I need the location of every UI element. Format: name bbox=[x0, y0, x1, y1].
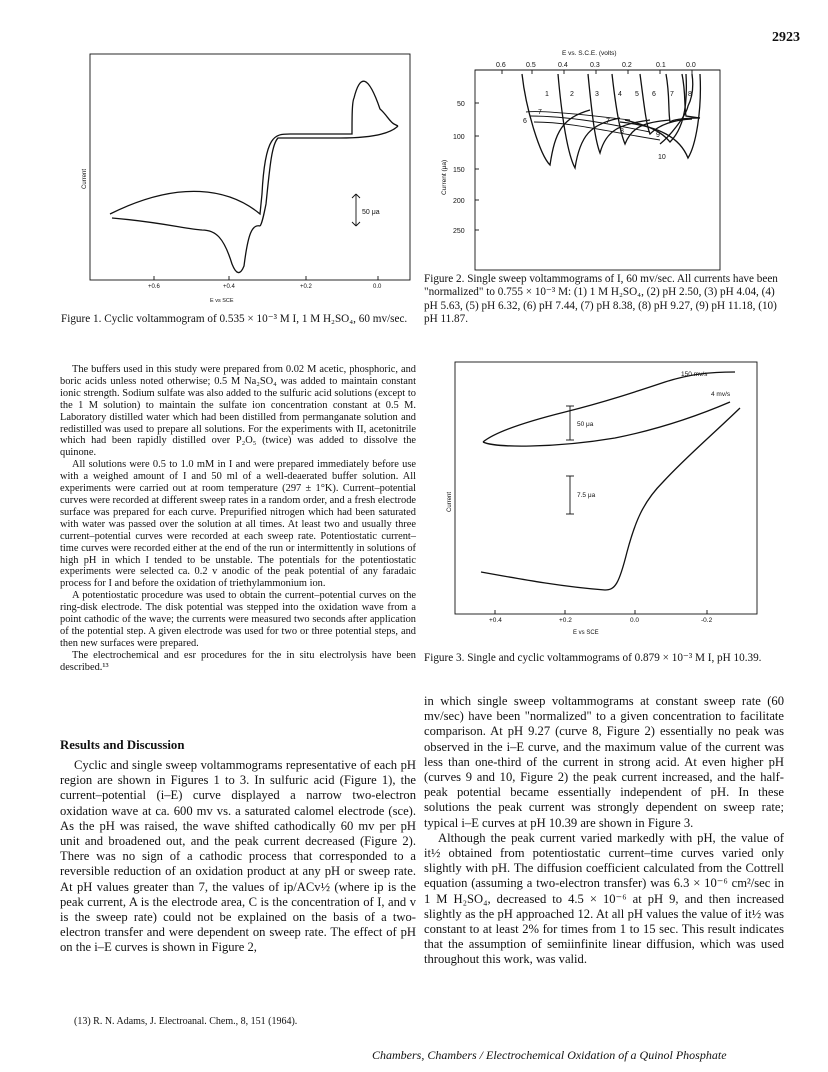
figure-2-xtick-3: 0.3 bbox=[590, 62, 600, 69]
section-heading: Results and Discussion bbox=[60, 738, 185, 752]
figure-2-label-8b: 8 bbox=[620, 128, 624, 135]
figure-3-label-4: 4 mv/s bbox=[711, 391, 731, 398]
figure-2-frame bbox=[475, 70, 720, 270]
figure-1-xtick-2: +0.2 bbox=[300, 284, 312, 290]
page-number: 2923 bbox=[772, 30, 800, 45]
running-footer: Chambers, Chambers / Electrochemical Oxidation of a Quinol Phosphate bbox=[372, 1048, 727, 1062]
figure-2-label-4: 4 bbox=[618, 91, 622, 98]
figure-3-caption: Figure 3. Single and cyclic voltammograms of 0.879 × 10⁻³ M I, pH 10.39. bbox=[424, 652, 762, 664]
figure-3-frame bbox=[455, 362, 757, 614]
paragraph-buffers: The buffers used in this study were prepared from 0.02 M acetic, phosphoric, and boric acids unless noted otherwise; 0.5 M Na₂SO₄ was added to maintain constant ionic strength. Sodium sulfate was also added to the sulfuric acid solutions (except to the 1 M solution) to maintain the sulfate ion concentration constant at 0.5 M. Laboratory distilled water which had been distilled from permanganate solution and redistilled was used to prepare all solutions. For the experiments with II, acetonitrile which had been rapidly distilled over P₂O₅ (twice) was added to dissolve the quinone. bbox=[60, 364, 416, 459]
figure-2-label-2: 2 bbox=[570, 91, 574, 98]
figure-2-label-5: 5 bbox=[635, 91, 639, 98]
figure-2-ytick-0: 50 bbox=[457, 101, 465, 108]
figure-2-label-9: 9 bbox=[656, 132, 660, 139]
figure-3-scale-label-7-5: 7.5 μa bbox=[577, 492, 596, 499]
figure-2-curve-3 bbox=[588, 74, 650, 153]
figure-1-xlabel: E vs SCE bbox=[210, 298, 234, 304]
figure-1 bbox=[82, 54, 420, 310]
figure-1-cathodic-trace bbox=[112, 218, 260, 273]
figure-3 bbox=[447, 362, 760, 647]
figure-3-scale-label-50: 50 μa bbox=[577, 421, 594, 428]
figure-2-label-6b: 6 bbox=[523, 118, 527, 125]
figure-1-caption: Figure 1. Cyclic voltammogram of 0.535 × 10⁻³ M I, 1 M H₂SO₄, 60 mv/sec. bbox=[61, 313, 408, 325]
figure-2-label-7b: 7 bbox=[538, 109, 542, 116]
figure-2-xtick-0: 0.6 bbox=[496, 62, 506, 69]
figure-2-caption: Figure 2. Single sweep voltammograms of I, 60 mv/sec. All currents have been "normalized" to 0.755 × 10⁻³ M: (1) 1 M H₂SO₄, (2) pH 2.50, (3) pH 4.04, (4) pH 5.63, (5) pH 6.32, (6) pH 7.44, (7) pH 8.38, (8) pH 9.27, (9) pH 11.18, (10) pH 11.87. bbox=[424, 273, 778, 326]
figure-2-label-8: 8 bbox=[688, 91, 692, 98]
figure-3-curve-150mvs bbox=[483, 372, 735, 442]
figure-3-xtick-3: -0.2 bbox=[701, 617, 713, 624]
paragraph-results-1: Cyclic and single sweep voltammograms representative of each pH region are shown in Figures 1 to 3. In sulfuric acid (Figure 1), the current–potential (i–E) curve displayed a narrow two-electron oxidation wave at ca. 600 mv vs. a saturated calomel electrode (sce). As the pH was raised, the wave shifted cathodically 60 mv per pH unit and broadened out, and the peak current decreased (Figure 2). There was no sign of a cathodic process that corresponded to a reversible reduction of an oxidation product at any pH or sweep rate. At pH values greater than 7, the values of ip/ACv½ (where ip is the peak current, A is the electrode area, C is the concentration of I, and v is the sweep rate) could not be explained on the basis of a two-electron transfer and were dependent on sweep rate. The effect of pH on the i–E curves is shown in Figure 2, bbox=[60, 758, 416, 955]
results-left-column bbox=[60, 758, 416, 956]
figure-3-xtick-2: 0.0 bbox=[630, 617, 640, 624]
figure-2-label-1: 1 bbox=[545, 91, 549, 98]
figure-2-label-3: 3 bbox=[595, 91, 599, 98]
figure-3-xlabel: E vs SCE bbox=[573, 630, 599, 636]
figure-1-frame bbox=[90, 54, 410, 280]
figure-3-xtick-1: +0.2 bbox=[559, 617, 572, 624]
figure-3-label-150: 150 mv/s bbox=[681, 371, 708, 378]
experimental-text bbox=[60, 364, 416, 674]
figure-3-xtick-0: +0.4 bbox=[489, 617, 502, 624]
paragraph-procedures: The electrochemical and esr procedures for the in situ electrolysis have been described.¹³ bbox=[60, 649, 416, 673]
figure-2-xtick-5: 0.1 bbox=[656, 62, 666, 69]
paragraph-results-2: in which single sweep voltammograms at constant sweep rate (60 mv/sec) have been "normalized" to a given concentration to facilitate comparison. At pH 9.27 (curve 8, Figure 2) essentially no peak was observed in the i–E curve, and the maximum value of the current was less than one-third of the current in strong acid. At even higher pH (curves 9 and 10, Figure 2) the peak current increased, and the half-peak potential became essentially independent of pH. In these solutions the peak current was strongly dependent on sweep rate; typical i–E curves at pH 10.39 are shown in Figure 3. bbox=[424, 694, 784, 830]
results-right-column bbox=[424, 694, 784, 968]
figure-2-label-7c: 7 bbox=[606, 118, 610, 125]
figure-2-xtick-1: 0.5 bbox=[526, 62, 536, 69]
figure-3-ylabel: Current bbox=[447, 491, 453, 512]
figure-2-label-10: 10 bbox=[658, 154, 666, 161]
figure-2-xtick-4: 0.2 bbox=[622, 62, 632, 69]
figure-2-ytick-2: 150 bbox=[453, 167, 465, 174]
paragraph-results-3: Although the peak current varied markedly with pH, the value of it½ obtained from potentiostatic current–time curves varied only slightly with pH. The diffusion coefficient calculated from the Cottrell equation (assuming a two-electron transfer) was 6.3 × 10⁻⁶ cm²/sec in 1 M H₂SO₄, decreased to 4.5 × 10⁻⁶ at pH 9, and then increased slightly as the pH approached 12. At all pH values the value of it½ was constant to at least 2% for times from 1 to 15 sec. This result indicates that the assumption of semiinfinite linear diffusion, which was used throughout this work, was valid. bbox=[424, 830, 784, 967]
figure-3-curve-4mvs bbox=[481, 408, 740, 590]
figure-2-curve-5 bbox=[640, 74, 692, 134]
footnote: (13) R. N. Adams, J. Electroanal. Chem., 8, 151 (1964). bbox=[74, 1016, 298, 1027]
figure-2-label-6: 6 bbox=[652, 91, 656, 98]
figure-2-ytick-4: 250 bbox=[453, 228, 465, 235]
figure-2-label-7: 7 bbox=[670, 91, 674, 98]
figure-3-curve-150mvs-return bbox=[483, 402, 730, 446]
figure-2-baseline-cluster bbox=[526, 111, 660, 140]
figure-1-xtick-1: +0.4 bbox=[223, 284, 235, 290]
figure-1-cyclic-trace bbox=[110, 81, 398, 214]
figure-2-ytick-1: 100 bbox=[453, 134, 465, 141]
figure-2-ylabel: Current (μa) bbox=[441, 159, 448, 195]
figure-2-ytick-3: 200 bbox=[453, 198, 465, 205]
figure-1-scale-label: 50 μa bbox=[362, 209, 380, 216]
figure-2-xtick-6: 0.0 bbox=[686, 62, 696, 69]
figure-2-top-axis-title: E vs. S.C.E. (volts) bbox=[562, 50, 617, 57]
figure-1-xtick-0: +0.6 bbox=[148, 284, 160, 290]
figure-2-xtick-2: 0.4 bbox=[558, 62, 568, 69]
paragraph-potentiostatic: A potentiostatic procedure was used to obtain the current–potential curves on the ring-disk electrode. The disk potential was stepped into the oxidation wave from a point cathodic of the wave; the currents were measured two seconds after application of the potential step. A given electrode was used for two or three potential steps, and then new surfaces were prepared. bbox=[60, 590, 416, 649]
figure-1-xtick-3: 0.0 bbox=[373, 284, 382, 290]
figure-2 bbox=[430, 40, 730, 270]
paragraph-solutions: All solutions were 0.5 to 1.0 mM in I and were prepared immediately before use with a weighed amount of I and 50 ml of a well-deaerated buffer solution. All experiments were carried out at room temperature (297 ± 1°K). Current–potential curves were recorded at different sweep rates in a random order, and a fresh electrode surface was prepared for each curve. Prepurified nitrogen which had been saturated with water was passed over the solution at all times. At least two and usually three current–potential curves were recorded at each sweep rate. Potentiostatic current–time curves were recorded either at the end of the run or intermittently in solutions of high pH in which I tended to be unstable. The potentials for the potentiostatic experiments were selected ca. 0.2 v anodic of the peak potential of any faradaic process for I and before the oxidation of triethylammonium ion. bbox=[60, 459, 416, 590]
figure-1-ylabel: Current bbox=[82, 168, 88, 189]
